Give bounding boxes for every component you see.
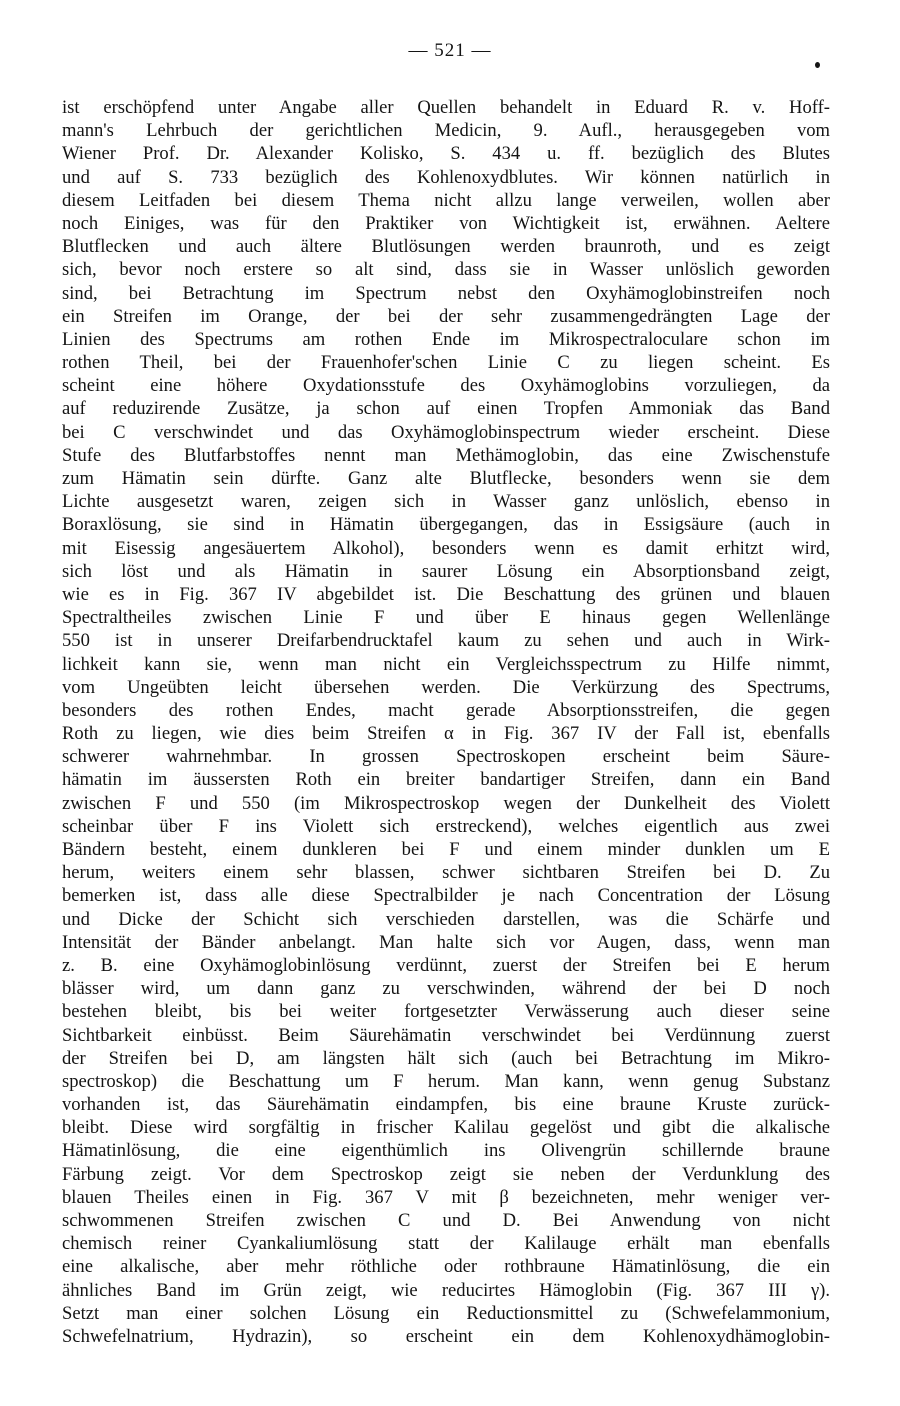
text-line: Schwefelnatrium, Hydrazin), so erscheint ein dem Kohlenoxydhämoglobin- xyxy=(62,1325,830,1347)
text-line: Färbung zeigt. Vor dem Spectroskop zeigt sie neben der Verdunklung des xyxy=(62,1163,830,1185)
text-line: vom Ungeübten leicht übersehen werden. Die Verkürzung des Spectrums, xyxy=(62,676,830,698)
text-line: z. B. eine Oxyhämoglobinlösung verdünnt, zuerst der Streifen bei E herum xyxy=(62,954,830,976)
text-line: Hämatinlösung, die eine eigenthümlich ins Olivengrün schillernde braune xyxy=(62,1140,830,1162)
text-line: mit Eisessig angesäuertem Alkohol), besonders wenn es damit erhitzt wird, xyxy=(62,537,830,559)
text-line: rothen Theil, bei der Frauenhofer'schen Linie C zu liegen scheint. Es xyxy=(62,352,830,374)
text-line: hämatin im äussersten Roth ein breiter bandartiger Streifen, dann ein Band xyxy=(62,769,830,791)
text-line: diesem Leitfaden bei diesem Thema nicht allzu lange verweilen, wollen aber xyxy=(62,189,830,211)
text-line: bei C verschwindet und das Oxyhämoglobinspectrum wieder erscheint. Diese xyxy=(62,421,830,443)
text-line: blauen Theiles einen in Fig. 367 V mit β bezeichneten, mehr weniger ver- xyxy=(62,1186,830,1208)
text-line: der Streifen bei D, am längsten hält sich (auch bei Betrachtung im Mikro- xyxy=(62,1047,830,1069)
text-line: lichkeit kann sie, wenn man nicht ein Vergleichsspectrum zu Hilfe nimmt, xyxy=(62,653,830,675)
text-line: besonders des rothen Endes, macht gerade Absorptionsstreifen, die gegen xyxy=(62,699,830,721)
text-line: ähnliches Band im Grün zeigt, wie reducirtes Hämoglobin (Fig. 367 III γ). xyxy=(62,1279,830,1301)
text-line: schwerer wahrnehmbar. In grossen Spectroskopen erscheint beim Säure- xyxy=(62,746,830,768)
text-line: scheinbar über F ins Violett sich erstreckend), welches eigentlich aus zwei xyxy=(62,815,830,837)
text-line: scheint eine höhere Oxydationsstufe des Oxyhämoglobins vorzuliegen, da xyxy=(62,375,830,397)
text-line: Stufe des Blutfarbstoffes nennt man Methämoglobin, das eine Zwischenstufe xyxy=(62,444,830,466)
text-line: bestehen bleibt, bis bei weiter fortgesetzter Verwässerung auch dieser seine xyxy=(62,1001,830,1023)
text-line: und auf S. 733 bezüglich des Kohlenoxydblutes. Wir können natürlich in xyxy=(62,166,830,188)
ink-dot-mark xyxy=(815,62,820,68)
text-line: Spectraltheiles zwischen Linie F und über E hinaus gegen Wellenlänge xyxy=(62,607,830,629)
text-line: schwommenen Streifen zwischen C und D. Bei Anwendung von nicht xyxy=(62,1210,830,1231)
text-line: Lichte ausgesetzt waren, zeigen sich in Wasser ganz unlöslich, ebenso in xyxy=(62,491,830,513)
text-line: zum Hämatin sein dürfte. Ganz alte Blutflecke, besonders wenn sie dem xyxy=(62,468,830,489)
text-line: vorhanden ist, das Säurehämatin eindampfen, bis eine braune Kruste zurück- xyxy=(62,1094,830,1116)
text-line: Wiener Prof. Dr. Alexander Kolisko, S. 434 u. ff. bezüglich des Blutes xyxy=(62,143,830,165)
text-line: eine alkalische, aber mehr röthliche oder rothbraune Hämatinlösung, die ein xyxy=(62,1256,830,1278)
text-line: noch Einiges, was für den Praktiker von Wichtigkeit ist, erwähnen. Aeltere xyxy=(62,212,830,234)
text-line: und Dicke der Schicht sich verschieden darstellen, was die Schärfe und xyxy=(62,908,830,930)
text-line: ist erschöpfend unter Angabe aller Quellen behandelt in Eduard R. v. Hoff- xyxy=(62,97,830,118)
text-line: Boraxlösung, sie sind in Hämatin übergegangen, das in Essigsäure (auch in xyxy=(62,514,830,536)
text-line: 550 ist in unserer Dreifarbendrucktafel kaum zu sehen und auch in Wirk- xyxy=(62,630,830,652)
text-line: bleibt. Diese wird sorgfältig in frischer Kalilau gegelöst und gibt die alkalische xyxy=(62,1117,830,1139)
text-line: Blutflecken und auch ältere Blutlösungen werden braunroth, und es zeigt xyxy=(62,236,830,258)
text-line: bemerken ist, dass alle diese Spectralbilder je nach Concentration der Lösung xyxy=(62,885,830,907)
text-line: Linien des Spectrums am rothen Ende im Mikrospectraloculare schon im xyxy=(62,328,830,350)
text-line: sich löst und als Hämatin in saurer Lösung ein Absorptionsband zeigt, xyxy=(62,560,830,582)
text-line: wie es in Fig. 367 IV abgebildet ist. Die Beschattung des grünen und blauen xyxy=(62,583,830,605)
text-line: spectroskop) die Beschattung um F herum. Man kann, wenn genug Substanz xyxy=(62,1070,830,1092)
text-line: sich, bevor noch erstere so alt sind, dass sie in Wasser unlöslich geworden xyxy=(62,259,830,281)
text-line: Sichtbarkeit einbüsst. Beim Säurehämatin verschwindet bei Verdünnung zuerst xyxy=(62,1024,830,1046)
text-line: mann's Lehrbuch der gerichtlichen Medicin, 9. Aufl., herausgegeben vom xyxy=(62,120,830,142)
text-line: ein Streifen im Orange, der bei der sehr zusammengedrängten Lage der xyxy=(62,305,830,327)
text-line: zwischen F und 550 (im Mikrospectroskop wegen der Dunkelheit des Violett xyxy=(62,792,830,814)
text-line: chemisch reiner Cyankaliumlösung statt der Kalilauge erhält man ebenfalls xyxy=(62,1233,830,1255)
text-line: Setzt man einer solchen Lösung ein Reductionsmittel zu (Schwefelammonium, xyxy=(62,1302,830,1324)
text-line: blässer wird, um dann ganz zu verschwinden, während der bei D noch xyxy=(62,978,830,1000)
text-line: Bändern besteht, einem dunkleren bei F und einem minder dunklen um E xyxy=(62,839,830,860)
text-line: auf reduzirende Zusätze, ja schon auf einen Tropfen Ammoniak das Band xyxy=(62,398,830,420)
text-line: Roth zu liegen, wie dies beim Streifen α in Fig. 367 IV der Fall ist, ebenfalls xyxy=(62,723,830,745)
text-line: sind, bei Betrachtung im Spectrum nebst den Oxyhämoglobinstreifen noch xyxy=(62,282,830,304)
text-line: herum, weiters einem sehr blassen, schwer sichtbaren Streifen bei D. Zu xyxy=(62,862,830,884)
body-text xyxy=(62,96,830,1348)
page-number: — 521 — xyxy=(408,40,492,61)
text-line: Intensität der Bänder anbelangt. Man halte sich vor Augen, dass, wenn man xyxy=(62,931,830,953)
